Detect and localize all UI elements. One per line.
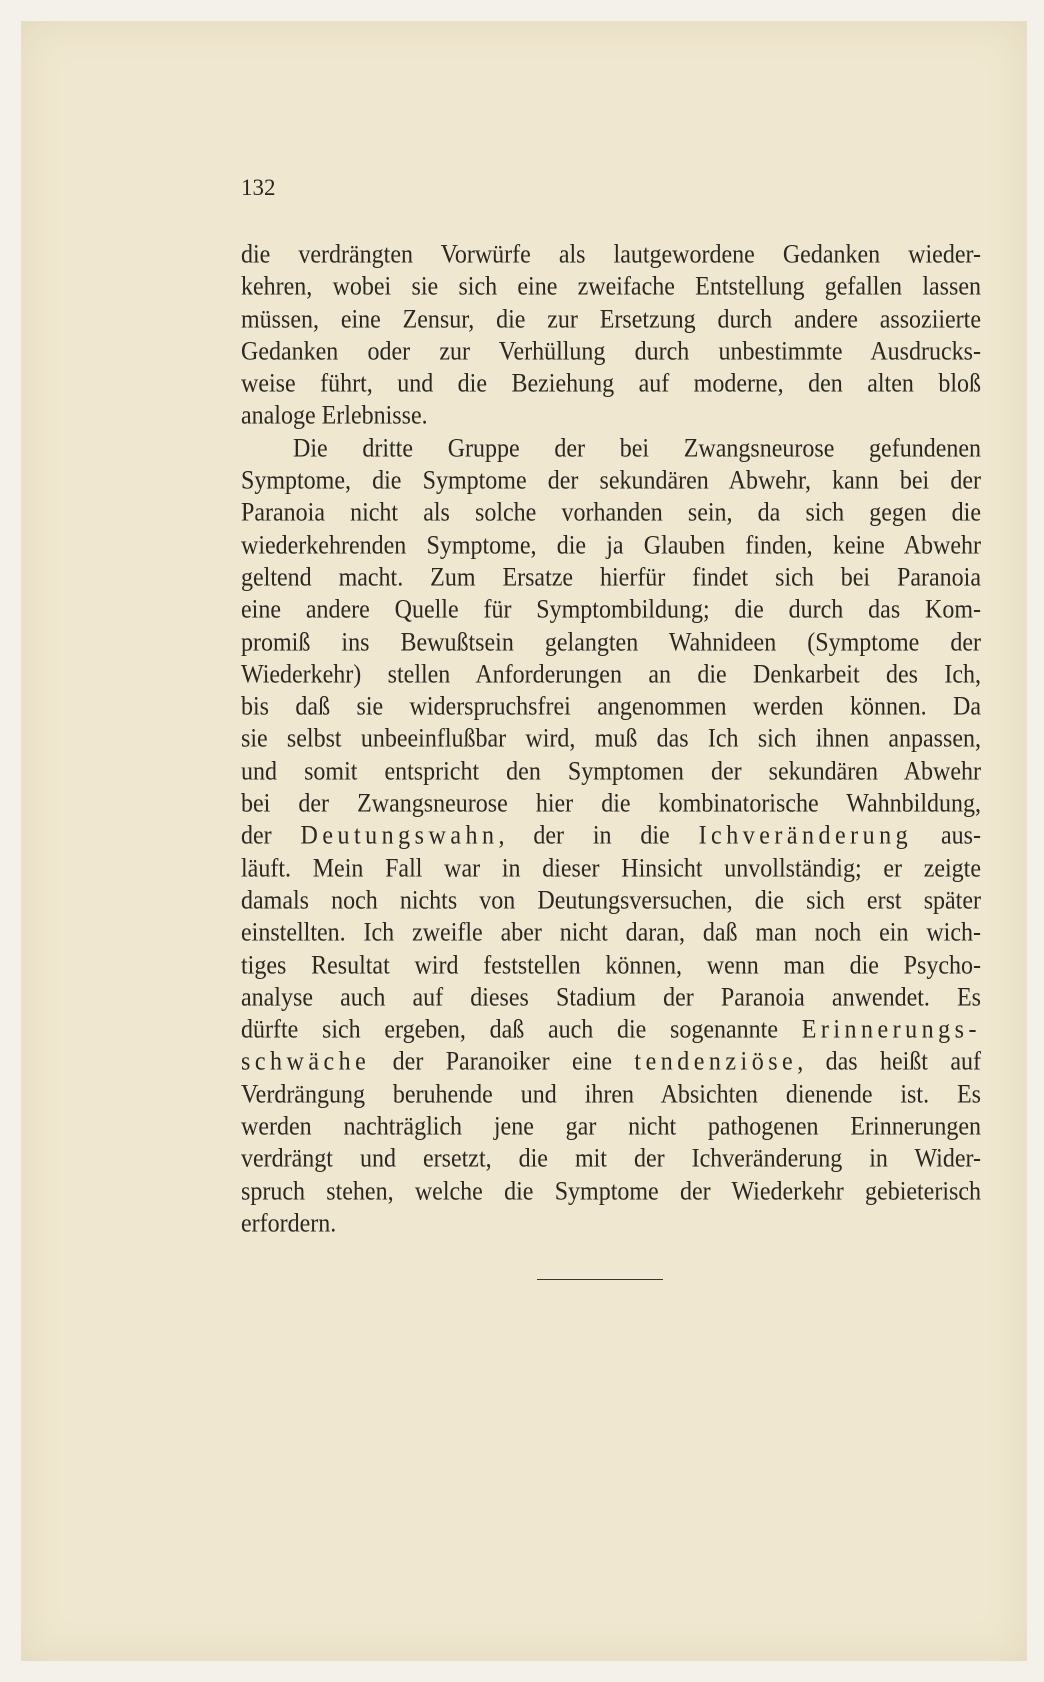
text-line: [241, 884, 981, 919]
text-segment: spruch stehen, welche die Symptome der Wiederkehr gebieterisch: [241, 1177, 981, 1206]
section-end-rule: [537, 1279, 663, 1280]
text-line: [241, 496, 981, 531]
text-line: [241, 819, 981, 854]
text-segment: wiederkehrenden Symptome, die ja Glauben finden, keine Abwehr: [241, 531, 981, 560]
text-segment: promiß ins Bewußtsein gelangten Wahnideen (Symptome der: [241, 628, 981, 657]
text-segment: müssen, eine Zensur, die zur Ersetzung durch andere assoziierte: [241, 305, 981, 334]
text-line: [241, 302, 981, 337]
text-segment: Gedanken oder zur Verhüllung durch unbestimmte Ausdrucks-: [241, 337, 981, 366]
text-line: [241, 787, 981, 822]
text-line: [241, 528, 981, 563]
text-line: [241, 367, 981, 402]
text-line: [241, 722, 981, 757]
body-text: [241, 239, 981, 1240]
text-line: [241, 1013, 981, 1048]
text-segment: bei der Zwangsneurose hier die kombinatorische Wahnbildung,: [241, 789, 981, 819]
text-segment: läuft. Mein Fall war in dieser Hinsicht unvollständig; er zeigte: [241, 854, 981, 883]
text-segment: , das heißt auf: [797, 1048, 982, 1077]
text-segment: dürfte sich ergeben, daß auch die sogenannte: [241, 1016, 802, 1045]
spaced-emphasis: Deutungswahn: [300, 822, 499, 851]
spaced-emphasis: schwäche: [241, 1048, 371, 1077]
text-line: [241, 1174, 981, 1209]
text-segment: Symptome, die Symptome der sekundären Abwehr, kann bei der: [241, 467, 981, 496]
spaced-emphasis: Ichveränderung: [698, 822, 913, 851]
text-line: [241, 593, 981, 628]
text-line: [241, 690, 981, 725]
text-line: [241, 561, 981, 596]
text-line: [241, 238, 981, 273]
text-segment: einstellten. Ich zweifle aber nicht daran, daß man noch ein wich-: [241, 919, 981, 948]
text-segment: die verdrängten Vorwürfe als lautgewordene Gedanken wieder-: [241, 240, 981, 270]
text-segment: damals noch nichts von Deutungsversuchen, die sich erst später: [241, 886, 981, 915]
text-segment: analoge Erlebnisse.: [241, 402, 428, 431]
text-line: [241, 399, 981, 434]
text-line: [241, 658, 981, 693]
text-line: [241, 625, 981, 660]
text-line: [241, 464, 981, 499]
text-line: [241, 431, 981, 466]
text-line: [241, 1207, 981, 1242]
text-segment: Verdrängung beruhende und ihren Absichten dienende ist. Es: [241, 1080, 981, 1109]
text-segment: analyse auch auf dieses Stadium der Paranoia anwendet. Es: [241, 983, 981, 1012]
text-line: [241, 981, 981, 1016]
text-segment: aus-: [912, 822, 981, 851]
text-segment: Wiederkehr) stellen Anforderungen an die Denkarbeit des Ich,: [241, 660, 981, 689]
text-segment: sie selbst unbeeinflußbar wird, muß das Ich sich ihnen anpassen,: [241, 725, 981, 754]
text-segment: werden nachträglich jene gar nicht pathogenen Erinnerungen: [241, 1112, 981, 1142]
text-segment: eine andere Quelle für Symptombildung; die durch das Kom-: [241, 596, 981, 625]
text-line: [241, 916, 981, 951]
text-segment: der Paranoiker eine: [370, 1048, 635, 1077]
text-segment: und somit entspricht den Symptomen der sekundären Abwehr: [241, 757, 981, 786]
text-line: [241, 754, 981, 789]
text-line: [241, 335, 981, 370]
text-segment: verdrängt und ersetzt, die mit der Ichveränderung in Wider-: [241, 1145, 981, 1174]
text-segment: tiges Resultat wird feststellen können, wenn man die Psycho-: [241, 951, 981, 980]
text-segment: kehren, wobei sie sich eine zweifache Entstellung gefallen lassen: [241, 273, 981, 302]
text-segment: , der in die: [498, 822, 699, 851]
text-segment: weise führt, und die Beziehung auf moderne, den alten bloß: [241, 370, 981, 399]
book-page: [21, 21, 1027, 1661]
spaced-emphasis: tendenziöse: [634, 1048, 798, 1077]
text-line: [241, 1045, 981, 1080]
text-line: [241, 1077, 981, 1112]
text-line: [241, 270, 981, 305]
text-segment: Paranoia nicht als solche vorhanden sein, da sich gegen die: [241, 499, 981, 528]
text-line: [241, 851, 981, 886]
text-line: [241, 1110, 981, 1145]
text-segment: bis daß sie widerspruchsfrei angenommen werden können. Da: [241, 693, 981, 722]
spaced-emphasis: Erinnerungs-: [801, 1016, 981, 1045]
text-segment: Die dritte Gruppe der bei Zwangsneurose gefundenen: [293, 434, 981, 463]
text-segment: geltend macht. Zum Ersatze hierfür findet sich bei Paranoia: [241, 563, 981, 592]
page-number: 132: [241, 175, 276, 200]
text-segment: erfordern.: [241, 1209, 337, 1238]
text-line: [241, 1142, 981, 1177]
text-segment: der: [241, 822, 301, 851]
text-line: [241, 948, 981, 983]
